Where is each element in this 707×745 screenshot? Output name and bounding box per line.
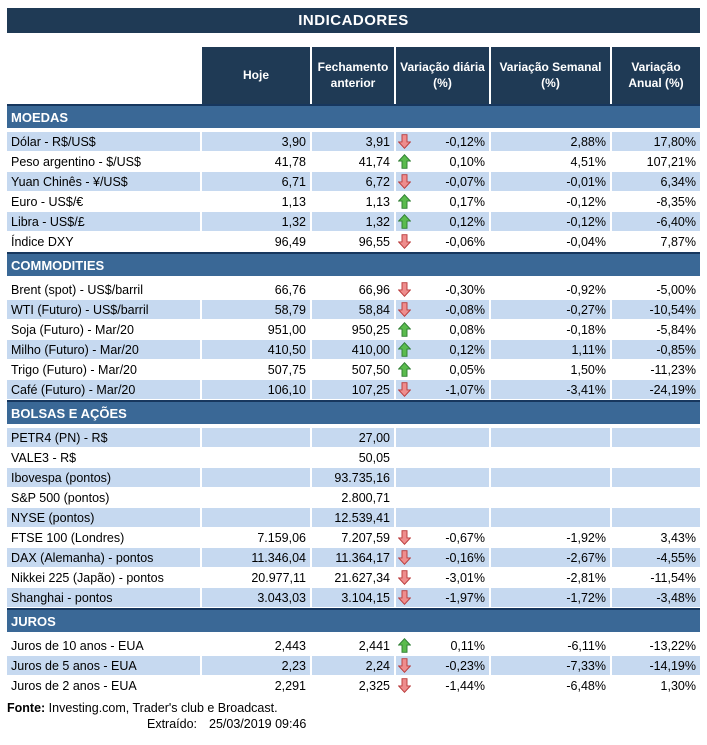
arrow-up-icon — [398, 342, 411, 357]
arrow-down-icon — [398, 550, 411, 565]
row-label: Soja (Futuro) - Mar/20 — [7, 320, 202, 339]
table-row-petr4-pn-r — [7, 428, 700, 448]
variacao-semanal-value: -0,27% — [491, 300, 612, 319]
table-row-ibovespa-pontos — [7, 468, 700, 488]
hoje-value: 410,50 — [202, 340, 312, 359]
variacao-anual-value — [612, 488, 700, 507]
arrow-down-icon — [398, 134, 412, 149]
arrow-up-icon — [398, 322, 412, 337]
row-label: Nikkei 225 (Japão) - pontos — [7, 568, 202, 587]
arrow-up-icon — [398, 362, 411, 377]
variacao-diaria-cell — [396, 280, 491, 299]
hoje-value: 3.043,03 — [202, 588, 312, 607]
column-header-variacao-semanal: Variação Semanal (%) — [491, 47, 612, 104]
arrow-down-icon — [398, 658, 412, 673]
variacao-diaria-cell — [396, 360, 491, 379]
variacao-semanal-value: 1,11% — [491, 340, 612, 359]
variacao-diaria-value: -0,12% — [445, 134, 485, 149]
table-row-milho-futuro-mar-20 — [7, 340, 700, 360]
variacao-diaria-value: 0,17% — [449, 194, 485, 209]
fechamento-anterior-value: 12.539,41 — [312, 508, 396, 527]
table-row-cafe-futuro-mar-20 — [7, 380, 700, 400]
variacao-semanal-value: -2,67% — [491, 548, 612, 567]
arrow-up-icon — [398, 342, 412, 357]
arrow-down-icon — [398, 282, 412, 297]
variacao-diaria-value: -0,16% — [445, 550, 485, 565]
table-row-nyse-pontos — [7, 508, 700, 528]
variacao-diaria-cell — [396, 132, 491, 151]
arrow-down-icon — [398, 678, 411, 693]
variacao-diaria-value: -0,06% — [445, 234, 485, 249]
hoje-value: 58,79 — [202, 300, 312, 319]
arrow-down-icon — [398, 658, 411, 673]
variacao-anual-value: -10,54% — [612, 300, 700, 319]
extracted-label: Extraído: — [147, 717, 198, 731]
variacao-diaria-cell — [396, 380, 491, 399]
variacao-semanal-value: -6,11% — [491, 636, 612, 655]
variacao-diaria-cell — [396, 192, 491, 211]
row-label: Índice DXY — [7, 232, 202, 251]
row-label: DAX (Alemanha) - pontos — [7, 548, 202, 567]
variacao-diaria-cell — [396, 588, 491, 607]
variacao-semanal-value: -6,48% — [491, 676, 612, 695]
row-label: Euro - US$/€ — [7, 192, 202, 211]
arrow-down-icon — [398, 282, 411, 297]
arrow-down-icon — [398, 302, 411, 317]
variacao-anual-value — [612, 468, 700, 487]
variacao-anual-value: -5,00% — [656, 282, 696, 297]
fechamento-anterior-value: 2,441 — [312, 636, 396, 655]
row-label: Peso argentino - $/US$ — [7, 152, 202, 171]
table-row-dolar-r-us — [7, 132, 700, 152]
variacao-diaria-value: 0,11% — [450, 638, 485, 653]
arrow-up-icon — [398, 638, 412, 653]
variacao-diaria-cell — [396, 568, 491, 587]
fechamento-anterior-value: 58,84 — [312, 300, 396, 319]
variacao-semanal-value: -0,01% — [491, 172, 612, 191]
fechamento-anterior-value: 11.364,17 — [312, 548, 396, 567]
variacao-anual-value: -8,35% — [656, 194, 696, 209]
hoje-value: 41,78 — [202, 152, 312, 171]
variacao-diaria-value: 0,12% — [449, 214, 485, 229]
variacao-diaria-cell — [396, 428, 491, 447]
fechamento-anterior-value: 3.104,15 — [312, 588, 396, 607]
variacao-anual-value: -14,19% — [612, 656, 700, 675]
variacao-diaria-cell — [396, 548, 491, 567]
variacao-anual-value — [612, 448, 700, 467]
variacao-diaria-value: -1,97% — [445, 590, 485, 605]
fechamento-anterior-value: 3,91 — [312, 132, 396, 151]
variacao-semanal-value: 1,50% — [491, 360, 612, 379]
arrow-down-icon — [398, 134, 411, 149]
variacao-anual-value: 3,43% — [660, 530, 696, 545]
hoje-value: 2,291 — [202, 676, 312, 695]
hoje-value: 106,10 — [202, 380, 312, 399]
variacao-anual-value: 6,34% — [612, 172, 700, 191]
variacao-diaria-value: -1,07% — [445, 382, 485, 397]
row-label: Juros de 10 anos - EUA — [7, 636, 202, 655]
table-row-dax-alemanha-pontos — [7, 548, 700, 568]
variacao-anual-value: -5,84% — [656, 322, 696, 337]
variacao-diaria-cell — [396, 488, 491, 507]
page-title: INDICADORES — [7, 8, 700, 33]
arrow-down-icon — [398, 590, 412, 605]
variacao-semanal-value — [491, 468, 612, 487]
row-label: Shanghai - pontos — [7, 588, 202, 607]
hoje-value: 7.159,06 — [202, 528, 312, 547]
hoje-value — [202, 468, 312, 487]
variacao-anual-value — [612, 508, 700, 527]
table-row-vale3-r — [7, 448, 700, 468]
arrow-down-icon — [398, 570, 412, 585]
variacao-semanal-value — [491, 428, 612, 447]
table-row-wti-futuro-us-barril — [7, 300, 700, 320]
row-label: Libra - US$/£ — [7, 212, 202, 231]
variacao-diaria-cell — [396, 232, 491, 251]
hoje-value: 951,00 — [202, 320, 312, 339]
hoje-value: 20.977,11 — [202, 568, 312, 587]
footer — [7, 700, 700, 732]
variacao-semanal-value — [491, 488, 612, 507]
variacao-semanal-value: -0,12% — [491, 212, 612, 231]
row-label: Dólar - R$/US$ — [7, 132, 202, 151]
row-label: PETR4 (PN) - R$ — [7, 428, 202, 447]
row-label: Yuan Chinês - ¥/US$ — [7, 172, 202, 191]
arrow-down-icon — [398, 382, 411, 397]
hoje-value: 507,75 — [202, 360, 312, 379]
arrow-down-icon — [398, 302, 412, 317]
table-row-euro-us — [7, 192, 700, 212]
variacao-diaria-cell — [396, 636, 491, 655]
variacao-diaria-cell — [396, 656, 491, 675]
row-label: Brent (spot) - US$/barril — [7, 280, 202, 299]
fechamento-anterior-value: 21.627,34 — [312, 568, 396, 587]
variacao-anual-value: -13,22% — [649, 638, 696, 653]
variacao-anual-value: -3,48% — [612, 588, 700, 607]
row-label: Milho (Futuro) - Mar/20 — [7, 340, 202, 359]
variacao-semanal-value: -3,41% — [491, 380, 612, 399]
hoje-value: 2,443 — [202, 636, 312, 655]
variacao-diaria-cell — [396, 152, 491, 171]
variacao-diaria-cell — [396, 508, 491, 527]
arrow-down-icon — [398, 530, 412, 545]
table-row-shanghai-pontos — [7, 588, 700, 608]
hoje-value: 96,49 — [202, 232, 312, 251]
table-row-libra-us — [7, 212, 700, 232]
extracted-value: 25/03/2019 09:46 — [209, 717, 307, 731]
variacao-semanal-value: -7,33% — [491, 656, 612, 675]
arrow-up-icon — [398, 362, 412, 377]
extracted-line — [7, 716, 700, 732]
table-row-soja-futuro-mar-20 — [7, 320, 700, 340]
table-row-juros-de-5-anos-eua — [7, 656, 700, 676]
variacao-anual-value: -11,23% — [650, 362, 696, 377]
variacao-diaria-value: -3,01% — [445, 570, 485, 585]
hoje-value: 1,32 — [202, 212, 312, 231]
hoje-value: 6,71 — [202, 172, 312, 191]
variacao-diaria-cell — [396, 172, 491, 191]
arrow-up-icon — [398, 154, 411, 169]
arrow-down-icon — [398, 174, 412, 189]
arrow-up-icon — [398, 322, 411, 337]
section-header-commodities: COMMODITIES — [7, 252, 700, 276]
arrow-down-icon — [398, 234, 412, 249]
arrow-down-icon — [398, 174, 411, 189]
fechamento-anterior-value: 107,25 — [312, 380, 396, 399]
variacao-diaria-cell — [396, 320, 491, 339]
variacao-diaria-value: -0,07% — [445, 174, 485, 189]
variacao-semanal-value — [491, 508, 612, 527]
fechamento-anterior-value: 950,25 — [312, 320, 396, 339]
row-label: S&P 500 (pontos) — [7, 488, 202, 507]
section-header-moedas: MOEDAS — [7, 104, 700, 128]
table-row-ftse-100-londres — [7, 528, 700, 548]
variacao-semanal-value: -0,92% — [491, 280, 612, 299]
fechamento-anterior-value: 1,32 — [312, 212, 396, 231]
table-row-trigo-futuro-mar-20 — [7, 360, 700, 380]
variacao-diaria-cell — [396, 528, 491, 547]
variacao-anual-value: 17,80% — [612, 132, 700, 151]
arrow-up-icon — [398, 194, 411, 209]
section-header-bolsas-e-acoes: BOLSAS E AÇÕES — [7, 400, 700, 424]
row-label: Trigo (Futuro) - Mar/20 — [7, 360, 202, 379]
fechamento-anterior-value: 410,00 — [312, 340, 396, 359]
table-row-juros-de-2-anos-eua — [7, 676, 700, 696]
arrow-down-icon — [398, 590, 411, 605]
variacao-semanal-value: -0,04% — [491, 232, 612, 251]
variacao-diaria-value: -0,23% — [445, 658, 485, 673]
variacao-semanal-value: -0,18% — [491, 320, 612, 339]
arrow-up-icon — [398, 638, 411, 653]
fechamento-anterior-value: 27,00 — [312, 428, 396, 447]
table-row-brent-spot-us-barril — [7, 280, 700, 300]
source-text: Investing.com, Trader's club e Broadcast. — [45, 701, 278, 715]
variacao-anual-value: 1,30% — [660, 678, 696, 693]
fechamento-anterior-value: 2,24 — [312, 656, 396, 675]
fechamento-anterior-value: 66,96 — [312, 280, 396, 299]
variacao-diaria-value: 0,05% — [449, 362, 485, 377]
arrow-down-icon — [398, 678, 412, 693]
arrow-up-icon — [398, 214, 412, 229]
row-label: FTSE 100 (Londres) — [7, 528, 202, 547]
arrow-down-icon — [398, 234, 411, 249]
hoje-value — [202, 508, 312, 527]
fechamento-anterior-value: 93.735,16 — [312, 468, 396, 487]
variacao-anual-value: 107,21% — [646, 154, 696, 169]
table-row-yuan-chines-us — [7, 172, 700, 192]
variacao-diaria-cell — [396, 448, 491, 467]
table-header-row — [7, 47, 700, 104]
table-row-juros-de-10-anos-eua — [7, 636, 700, 656]
column-header-variacao-diaria: Variação diária (%) — [396, 47, 491, 104]
arrow-up-icon — [398, 154, 412, 169]
row-label: NYSE (pontos) — [7, 508, 202, 527]
row-label: Café (Futuro) - Mar/20 — [7, 380, 202, 399]
fechamento-anterior-value: 507,50 — [312, 360, 396, 379]
arrow-down-icon — [398, 570, 411, 585]
variacao-anual-value: -24,19% — [612, 380, 700, 399]
source-line — [7, 700, 700, 716]
fechamento-anterior-value: 41,74 — [312, 152, 396, 171]
variacao-diaria-value: 0,08% — [449, 322, 485, 337]
row-label: Juros de 2 anos - EUA — [7, 676, 202, 695]
variacao-anual-value: -6,40% — [612, 212, 700, 231]
source-label: Fonte: — [7, 701, 46, 715]
variacao-diaria-value: -0,67% — [445, 530, 485, 545]
column-header-variacao-anual: Variação Anual (%) — [612, 47, 700, 104]
table-body — [7, 104, 700, 696]
row-label: Ibovespa (pontos) — [7, 468, 202, 487]
arrow-down-icon — [398, 530, 411, 545]
variacao-semanal-value: -0,12% — [491, 192, 612, 211]
arrow-down-icon — [398, 382, 412, 397]
variacao-diaria-cell — [396, 212, 491, 231]
row-label: WTI (Futuro) - US$/barril — [7, 300, 202, 319]
arrow-up-icon — [398, 214, 411, 229]
fechamento-anterior-value: 2.800,71 — [312, 488, 396, 507]
hoje-value: 1,13 — [202, 192, 312, 211]
column-header-fechamento-anterior: Fechamento anterior — [312, 47, 396, 104]
variacao-anual-value: -4,55% — [612, 548, 700, 567]
fechamento-anterior-value: 1,13 — [312, 192, 396, 211]
table-row-nikkei-225-japao-pontos — [7, 568, 700, 588]
variacao-semanal-value: -2,81% — [491, 568, 612, 587]
fechamento-anterior-value: 50,05 — [312, 448, 396, 467]
variacao-diaria-cell — [396, 340, 491, 359]
variacao-semanal-value: -1,92% — [491, 528, 612, 547]
row-label: Juros de 5 anos - EUA — [7, 656, 202, 675]
variacao-semanal-value: 4,51% — [491, 152, 612, 171]
arrow-up-icon — [398, 194, 412, 209]
table-row-peso-argentino-us — [7, 152, 700, 172]
table-row-indice-dxy — [7, 232, 700, 252]
fechamento-anterior-value: 6,72 — [312, 172, 396, 191]
variacao-anual-value: 7,87% — [660, 234, 696, 249]
variacao-diaria-cell — [396, 468, 491, 487]
variacao-anual-value: -11,54% — [650, 570, 696, 585]
table-row-s-p-500-pontos — [7, 488, 700, 508]
row-label: VALE3 - R$ — [7, 448, 202, 467]
hoje-value — [202, 488, 312, 507]
arrow-down-icon — [398, 550, 412, 565]
fechamento-anterior-value: 7.207,59 — [312, 528, 396, 547]
variacao-diaria-cell — [396, 300, 491, 319]
column-header-hoje: Hoje — [202, 47, 312, 104]
variacao-diaria-value: -0,30% — [445, 282, 485, 297]
variacao-anual-value: -0,85% — [612, 340, 700, 359]
hoje-value: 66,76 — [202, 280, 312, 299]
variacao-diaria-value: -0,08% — [445, 302, 485, 317]
hoje-value — [202, 428, 312, 447]
variacao-diaria-cell — [396, 676, 491, 695]
variacao-diaria-value: -1,44% — [445, 678, 485, 693]
hoje-value: 2,23 — [202, 656, 312, 675]
variacao-semanal-value: 2,88% — [491, 132, 612, 151]
variacao-diaria-value: 0,10% — [449, 154, 485, 169]
fechamento-anterior-value: 96,55 — [312, 232, 396, 251]
fechamento-anterior-value: 2,325 — [312, 676, 396, 695]
header-label-spacer — [7, 47, 202, 104]
hoje-value: 11.346,04 — [202, 548, 312, 567]
hoje-value: 3,90 — [202, 132, 312, 151]
section-header-juros: JUROS — [7, 608, 700, 632]
variacao-semanal-value: -1,72% — [491, 588, 612, 607]
variacao-semanal-value — [491, 448, 612, 467]
variacao-diaria-value: 0,12% — [449, 342, 485, 357]
hoje-value — [202, 448, 312, 467]
variacao-anual-value — [612, 428, 700, 447]
